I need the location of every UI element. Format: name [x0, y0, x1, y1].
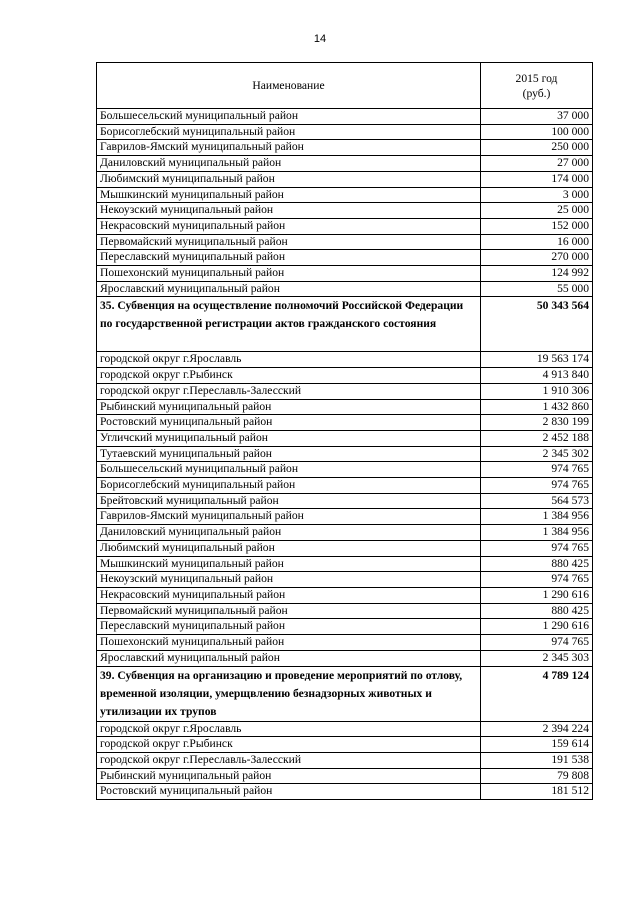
amount-cell: 124 992 [481, 266, 593, 282]
table-body [97, 109, 593, 800]
municipality-name: Рыбинский муниципальный район [97, 399, 481, 415]
table-row [97, 140, 593, 156]
municipality-name: Борисоглебский муниципальный район [97, 478, 481, 494]
municipality-name: Некрасовский муниципальный район [97, 218, 481, 234]
amount-column-unit: (руб.) [522, 86, 551, 100]
table-row [97, 737, 593, 753]
table-row [97, 556, 593, 572]
table-row [97, 218, 593, 234]
amount-cell: 974 765 [481, 478, 593, 494]
section-total-amount: 4 789 124 [481, 666, 593, 721]
municipality-name: Гаврилов-Ямский муниципальный район [97, 140, 481, 156]
amount-cell: 1 384 956 [481, 525, 593, 541]
municipality-name: городской округ г.Переславль-Залесский [97, 752, 481, 768]
table-row [97, 109, 593, 125]
amount-cell: 37 000 [481, 109, 593, 125]
municipality-name: Пошехонский муниципальный район [97, 635, 481, 651]
table-row [97, 156, 593, 172]
table-row [97, 430, 593, 446]
table-row [97, 399, 593, 415]
amount-cell: 100 000 [481, 124, 593, 140]
amount-cell: 2 345 302 [481, 446, 593, 462]
table-row [97, 171, 593, 187]
amount-cell: 79 808 [481, 768, 593, 784]
municipality-name: Первомайский муниципальный район [97, 603, 481, 619]
municipality-name: Мышкинский муниципальный район [97, 556, 481, 572]
amount-cell: 1 290 616 [481, 619, 593, 635]
section-header-row [97, 297, 593, 352]
municipality-name: Даниловский муниципальный район [97, 156, 481, 172]
amount-cell: 159 614 [481, 737, 593, 753]
name-column-header: Наименование [97, 63, 481, 109]
municipality-name: Даниловский муниципальный район [97, 525, 481, 541]
table-row [97, 234, 593, 250]
amount-cell: 2 452 188 [481, 430, 593, 446]
table-row [97, 525, 593, 541]
amount-cell: 55 000 [481, 281, 593, 297]
municipality-name: Борисоглебский муниципальный район [97, 124, 481, 140]
table-row [97, 768, 593, 784]
municipality-name: городской округ г.Ярославль [97, 352, 481, 368]
municipality-name: Переславский муниципальный район [97, 619, 481, 635]
table-row [97, 352, 593, 368]
subsidy-table [96, 62, 593, 800]
table-row [97, 509, 593, 525]
section-total-amount: 50 343 564 [481, 297, 593, 352]
amount-cell: 174 000 [481, 171, 593, 187]
amount-cell: 1 910 306 [481, 383, 593, 399]
amount-cell: 974 765 [481, 462, 593, 478]
municipality-name: Большесельский муниципальный район [97, 109, 481, 125]
table-row [97, 784, 593, 800]
municipality-name: Любимский муниципальный район [97, 540, 481, 556]
table-row [97, 368, 593, 384]
municipality-name: Пошехонский муниципальный район [97, 266, 481, 282]
table-row [97, 721, 593, 737]
amount-cell: 880 425 [481, 603, 593, 619]
amount-cell: 1 432 860 [481, 399, 593, 415]
municipality-name: Любимский муниципальный район [97, 171, 481, 187]
municipality-name: Гаврилов-Ямский муниципальный район [97, 509, 481, 525]
municipality-name: городской округ г.Рыбинск [97, 737, 481, 753]
amount-cell: 1 290 616 [481, 587, 593, 603]
municipality-name: Первомайский муниципальный район [97, 234, 481, 250]
table-row [97, 187, 593, 203]
amount-cell: 181 512 [481, 784, 593, 800]
municipality-name: городской округ г.Рыбинск [97, 368, 481, 384]
municipality-name: Некоузский муниципальный район [97, 203, 481, 219]
table-row [97, 619, 593, 635]
amount-column-year: 2015 год [515, 71, 558, 85]
table-row [97, 250, 593, 266]
amount-cell: 250 000 [481, 140, 593, 156]
municipality-name: Переславский муниципальный район [97, 250, 481, 266]
table-row [97, 635, 593, 651]
amount-cell: 191 538 [481, 752, 593, 768]
municipality-name: городской округ г.Ярославль [97, 721, 481, 737]
table-header-row [97, 63, 593, 109]
table-row [97, 281, 593, 297]
amount-cell: 880 425 [481, 556, 593, 572]
amount-cell: 974 765 [481, 540, 593, 556]
municipality-name: Рыбинский муниципальный район [97, 768, 481, 784]
amount-cell: 19 563 174 [481, 352, 593, 368]
municipality-name: Некрасовский муниципальный район [97, 587, 481, 603]
municipality-name: Ростовский муниципальный район [97, 784, 481, 800]
table-row [97, 203, 593, 219]
amount-cell: 4 913 840 [481, 368, 593, 384]
table-row [97, 446, 593, 462]
table-row [97, 540, 593, 556]
amount-column-header [481, 63, 593, 109]
municipality-name: Мышкинский муниципальный район [97, 187, 481, 203]
municipality-name: Ярославский муниципальный район [97, 281, 481, 297]
table-row [97, 493, 593, 509]
table-row [97, 478, 593, 494]
amount-cell: 16 000 [481, 234, 593, 250]
municipality-name: Тутаевский муниципальный район [97, 446, 481, 462]
amount-cell: 2 394 224 [481, 721, 593, 737]
amount-cell: 974 765 [481, 572, 593, 588]
amount-cell: 152 000 [481, 218, 593, 234]
municipality-name: Угличский муниципальный район [97, 430, 481, 446]
amount-cell: 564 573 [481, 493, 593, 509]
table-row [97, 124, 593, 140]
municipality-name: Ростовский муниципальный район [97, 415, 481, 431]
table-row [97, 462, 593, 478]
table-row [97, 415, 593, 431]
table-row [97, 603, 593, 619]
municipality-name: Ярославский муниципальный район [97, 650, 481, 666]
section-title: 39. Субвенция на организацию и проведение мероприятий по отлову, временной изоляции, умерщвлению безнадзорных животных и утилизации их трупов [97, 666, 481, 721]
section-header-row [97, 666, 593, 721]
table-row [97, 650, 593, 666]
municipality-name: Большесельский муниципальный район [97, 462, 481, 478]
amount-cell: 2 830 199 [481, 415, 593, 431]
amount-cell: 1 384 956 [481, 509, 593, 525]
amount-cell: 974 765 [481, 635, 593, 651]
amount-cell: 25 000 [481, 203, 593, 219]
section-title: 35. Субвенция на осуществление полномочий Российской Федерации по государственной регистрации актов гражданского состояния [97, 297, 481, 352]
table-row [97, 587, 593, 603]
amount-cell: 27 000 [481, 156, 593, 172]
table-row [97, 383, 593, 399]
municipality-name: Некоузский муниципальный район [97, 572, 481, 588]
amount-cell: 270 000 [481, 250, 593, 266]
table-row [97, 266, 593, 282]
municipality-name: Брейтовский муниципальный район [97, 493, 481, 509]
amount-cell: 2 345 303 [481, 650, 593, 666]
page-number: 14 [313, 33, 327, 45]
amount-cell: 3 000 [481, 187, 593, 203]
municipality-name: городской округ г.Переславль-Залесский [97, 383, 481, 399]
table-row [97, 572, 593, 588]
table-row [97, 752, 593, 768]
